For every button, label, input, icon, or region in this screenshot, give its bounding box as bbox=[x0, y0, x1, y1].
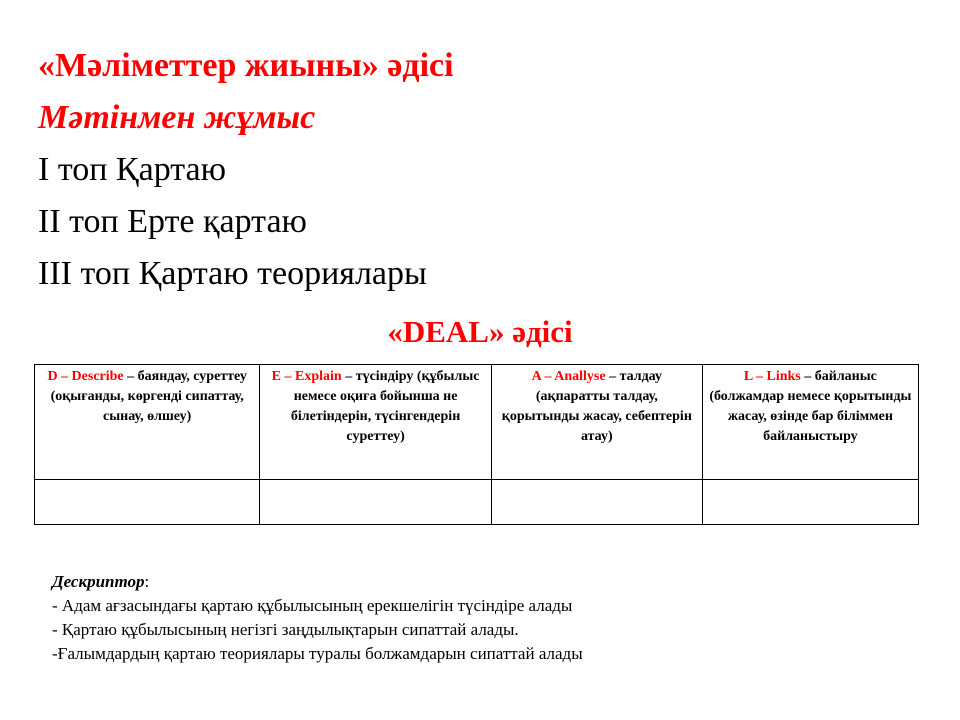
descriptor-heading-line bbox=[52, 570, 583, 594]
deal-key-analyse: A – Anallyse bbox=[531, 369, 606, 384]
group-2-label: II топ Ерте қартаю bbox=[38, 203, 307, 240]
deal-text-explain: – түсіндіру (құбылыс немесе оқиға бойынша не білетіндерін, түсінгендерін суреттеу) bbox=[290, 369, 480, 444]
work-subtitle: Мәтінмен жұмыс bbox=[38, 99, 316, 136]
deal-text-analyse: – талдау (ақпаратты талдау, қорытынды жасау, себептерін атау) bbox=[501, 369, 692, 444]
deal-cell-describe bbox=[35, 365, 260, 480]
method-title: «Мәліметтер жиыны» әдісі bbox=[38, 47, 454, 84]
descriptor-colon: : bbox=[144, 572, 150, 591]
title-block bbox=[38, 40, 454, 300]
group-3-label: III топ Қартаю теориялары bbox=[38, 255, 427, 292]
deal-empty-cell-4[interactable] bbox=[702, 480, 918, 525]
descriptor-heading: Дескриптор bbox=[52, 572, 145, 591]
deal-cell-explain bbox=[260, 365, 491, 480]
deal-empty-cell-1[interactable] bbox=[35, 480, 260, 525]
deal-cell-analyse bbox=[491, 365, 702, 480]
deal-empty-cell-3[interactable] bbox=[491, 480, 702, 525]
descriptor-item-1: - Адам ағзасындағы қартаю құбылысының ерекшелігін түсіндіре алады bbox=[52, 596, 573, 615]
deal-cell-links bbox=[702, 365, 918, 480]
descriptor-item-2: - Қартаю құбылысының негізгі заңдылықтарын сипаттай алады. bbox=[52, 620, 519, 639]
deal-text-describe: – баяндау, суреттеу (оқығанды, көргенді сипаттау, сынау, өлшеу) bbox=[50, 369, 247, 424]
descriptor-block bbox=[52, 570, 583, 666]
deal-header-row bbox=[35, 365, 919, 480]
deal-empty-row bbox=[35, 480, 919, 525]
deal-table bbox=[34, 364, 919, 525]
deal-method-heading: «DEAL» әдісі bbox=[387, 314, 573, 349]
deal-text-links: – байланыс (болжамдар немесе қорытынды жасау, өзінде бар біліммен байланыстыру bbox=[709, 369, 912, 444]
deal-key-explain: E – Explain bbox=[271, 369, 342, 384]
deal-key-links: L – Links bbox=[743, 369, 801, 384]
deal-key-describe: D – Describe bbox=[47, 369, 124, 384]
descriptor-item-3: -Ғалымдардың қартаю теориялары туралы болжамдарын сипаттай алады bbox=[52, 644, 583, 663]
group-1-label: I топ Қартаю bbox=[38, 151, 227, 188]
deal-empty-cell-2[interactable] bbox=[260, 480, 491, 525]
